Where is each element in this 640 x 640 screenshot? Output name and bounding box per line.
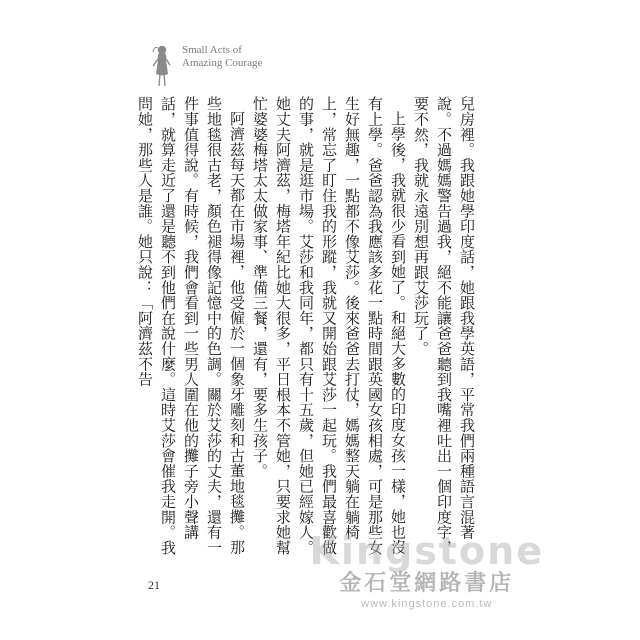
running-header	[148, 44, 292, 90]
watermark-brand: Kingstone	[309, 529, 544, 573]
paragraph-3: 阿濟茲每天都在市場裡，他受僱於一個象牙雕刻和古董地毯攤。那些地毯很古老，顏色褪得像記憶中的色調。關於艾莎的丈夫，還有一件事值得說。有時候，我們會看到一些男人圍在他的攤子旁小聲講話，就算走近了還是聽不到他們在說什麼。這時艾莎會催我走開。我問她，那些人是誰。她只說：「阿濟茲不告	[136, 96, 246, 555]
girl-silhouette-icon	[148, 44, 176, 90]
paragraph-2: 上學後，我就很少看到她了。和絕大多數的印度女孩一樣，她也沒有上學。爸爸認為我應該多花一點時間跟英國女孩相處，可是那些女生好無趣，一點都不像艾莎。後來爸爸去打仗，媽媽整天躺在躺椅上，常忘了盯住我的形蹤，我就又開始跟艾莎一起玩。我們最喜歡做的事，就是逛市場。艾莎和我同年，都只有十五歲，但她已經嫁人。她丈夫阿濟茲，梅塔年紀比她大很多，平日根本不管她，只要求她幫忙婆婆梅塔太太做家事、準備三餐，還有，要多生孩子。	[251, 96, 407, 555]
paragraph-1: 兒房裡。我跟她學印度話，她跟我學英語，平常我們兩種語言混著說。不過媽媽警告過我，絕不能讓爸爸聽到我嘴裡吐出一個印度字，要不然，我就永遠別想再跟艾莎玩了。	[412, 96, 476, 555]
series-title-line-1: Small Acts of	[182, 44, 242, 56]
page-number: 21	[148, 578, 160, 592]
vertical-text-body	[136, 96, 478, 564]
series-title-line-2: Amazing Courage	[182, 57, 263, 69]
watermark-chinese: 金石堂網路書店	[339, 571, 515, 596]
watermark	[309, 529, 544, 610]
series-title	[182, 44, 292, 70]
watermark-url: www.kingstone.com.tw	[361, 598, 493, 610]
